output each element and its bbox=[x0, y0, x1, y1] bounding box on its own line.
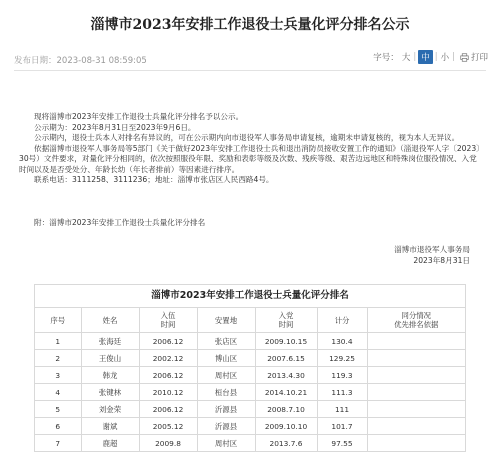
table-cell: 3 bbox=[35, 367, 81, 384]
table-row bbox=[35, 401, 465, 418]
separator: | bbox=[452, 52, 455, 62]
table-cell: 2009.8 bbox=[139, 435, 197, 452]
table-header-cell: 同分情况 优先排名依据 bbox=[367, 308, 465, 333]
print-label: 打印 bbox=[470, 53, 488, 63]
table-cell: 张键林 bbox=[81, 384, 139, 401]
table-cell: 张海廷 bbox=[81, 333, 139, 350]
table-cell: 张店区 bbox=[197, 333, 255, 350]
table-cell: 2002.12 bbox=[139, 350, 197, 367]
table-cell: 沂源县 bbox=[197, 418, 255, 435]
table-cell: 111 bbox=[317, 401, 367, 418]
table-cell: 2014.10.21 bbox=[255, 384, 317, 401]
table-cell: 119.3 bbox=[317, 367, 367, 384]
table-cell: 2009.10.10 bbox=[255, 418, 317, 435]
separator: | bbox=[413, 52, 417, 62]
table-cell: 4 bbox=[35, 384, 81, 401]
divider bbox=[14, 70, 486, 71]
font-size-medium-button[interactable]: 中 bbox=[418, 50, 433, 64]
table-cell: 2013.7.6 bbox=[255, 435, 317, 452]
table-cell: 沂源县 bbox=[197, 401, 255, 418]
table-cell: 2007.6.15 bbox=[255, 350, 317, 367]
paragraph: 现将淄博市2023年安排工作退役士兵量化评分排名予以公示。 bbox=[34, 112, 244, 121]
table-cell: 2005.12 bbox=[139, 418, 197, 435]
paragraph: 公示期为：2023年8月31日至2023年9月6日。 bbox=[34, 122, 196, 132]
table-cell: 周村区 bbox=[197, 367, 255, 384]
paragraph: 公示期内，退役士兵本人对排名有异议的，可在公示期内向市退役军人事务局申请复核，逾期未申请复核的，视为本人无异议。 bbox=[34, 133, 460, 142]
page-title: 淄博市2023年安排工作退役士兵量化评分排名公示 bbox=[90, 17, 410, 33]
table-cell: 2008.7.10 bbox=[255, 401, 317, 418]
table-cell: 2006.12 bbox=[139, 367, 197, 384]
table-cell bbox=[367, 367, 465, 384]
table-header-cell: 入伍 时间 bbox=[139, 308, 197, 333]
table-row bbox=[35, 435, 465, 452]
font-size-small-button[interactable]: 小 bbox=[440, 53, 450, 63]
font-size-controls bbox=[373, 50, 488, 64]
table-row bbox=[35, 367, 465, 384]
signature-block bbox=[394, 245, 470, 266]
table-cell bbox=[367, 418, 465, 435]
table-header-cell: 入党 时间 bbox=[255, 308, 317, 333]
paragraph: 依据淄博市退役军人事务局等5部门《关于做好2023年安排工作退役士兵和退出消防员接收安置工作的通知》（淄退役军人字〔2023〕30号）文件要求，对量化评分相同的，依次按照服役年限、奖励和表彰等级及次数、残疾等级、艰苦边远地区和特殊岗位服役情况、入党时间以及是否受处分、年龄长幼（年长者排前）等因素进行排序。 bbox=[19, 143, 480, 174]
separator: | bbox=[434, 52, 438, 62]
body-text bbox=[19, 112, 481, 186]
table-cell: 周村区 bbox=[197, 435, 255, 452]
table-row bbox=[35, 350, 465, 367]
table-row bbox=[35, 333, 465, 350]
table-cell: 鹿超 bbox=[81, 435, 139, 452]
table-cell: 韩龙 bbox=[81, 367, 139, 384]
table-cell: 2006.12 bbox=[139, 333, 197, 350]
table-row bbox=[35, 418, 465, 435]
table-cell bbox=[367, 401, 465, 418]
ranking-table-container bbox=[34, 284, 466, 452]
table-cell: 130.4 bbox=[317, 333, 367, 350]
table-cell bbox=[367, 333, 465, 350]
table-cell: 刘金荣 bbox=[81, 401, 139, 418]
table-header-cell: 姓名 bbox=[81, 308, 139, 333]
table-row bbox=[35, 384, 465, 401]
attachment-line bbox=[19, 218, 481, 229]
table-title: 淄博市2023年安排工作退役士兵量化评分排名 bbox=[35, 285, 465, 308]
signature-date: 2023年8月31日 bbox=[413, 255, 470, 265]
table-header-cell: 计分 bbox=[317, 308, 367, 333]
publish-date: 发布日期：2023-08-31 08:59:05 bbox=[14, 56, 147, 66]
table-cell: 97.55 bbox=[317, 435, 367, 452]
table-cell: 5 bbox=[35, 401, 81, 418]
table-cell bbox=[367, 435, 465, 452]
table-cell: 谢斌 bbox=[81, 418, 139, 435]
table-cell: 2010.12 bbox=[139, 384, 197, 401]
table-cell: 7 bbox=[35, 435, 81, 452]
table-cell bbox=[367, 350, 465, 367]
table-cell: 桓台县 bbox=[197, 384, 255, 401]
print-button[interactable] bbox=[460, 51, 488, 63]
table-cell bbox=[367, 384, 465, 401]
table-header-row bbox=[35, 308, 465, 333]
attachment-link[interactable]: 附：淄博市2023年安排工作退役士兵量化评分排名 bbox=[34, 218, 206, 227]
table-cell: 2 bbox=[35, 350, 81, 367]
table-header-cell: 安置地 bbox=[197, 308, 255, 333]
table-cell: 129.25 bbox=[317, 350, 367, 367]
table-cell: 王俊山 bbox=[81, 350, 139, 367]
font-size-large-button[interactable]: 大 bbox=[401, 53, 411, 63]
ranking-table bbox=[35, 308, 465, 452]
signature-org: 淄博市退役军人事务局 bbox=[394, 245, 470, 254]
font-size-label: 字号： bbox=[373, 53, 399, 63]
table-header-cell: 序号 bbox=[35, 308, 81, 333]
table-cell: 6 bbox=[35, 418, 81, 435]
paragraph: 联系电话：3111258、3111236；地址：淄博市张店区人民西路4号。 bbox=[34, 175, 274, 184]
table-cell: 2006.12 bbox=[139, 401, 197, 418]
printer-icon bbox=[460, 53, 469, 62]
table-cell: 2013.4.30 bbox=[255, 367, 317, 384]
table-body bbox=[35, 333, 465, 452]
table-cell: 101.7 bbox=[317, 418, 367, 435]
table-cell: 111.3 bbox=[317, 384, 367, 401]
table-cell: 1 bbox=[35, 333, 81, 350]
table-cell: 2009.10.15 bbox=[255, 333, 317, 350]
table-cell: 博山区 bbox=[197, 350, 255, 367]
